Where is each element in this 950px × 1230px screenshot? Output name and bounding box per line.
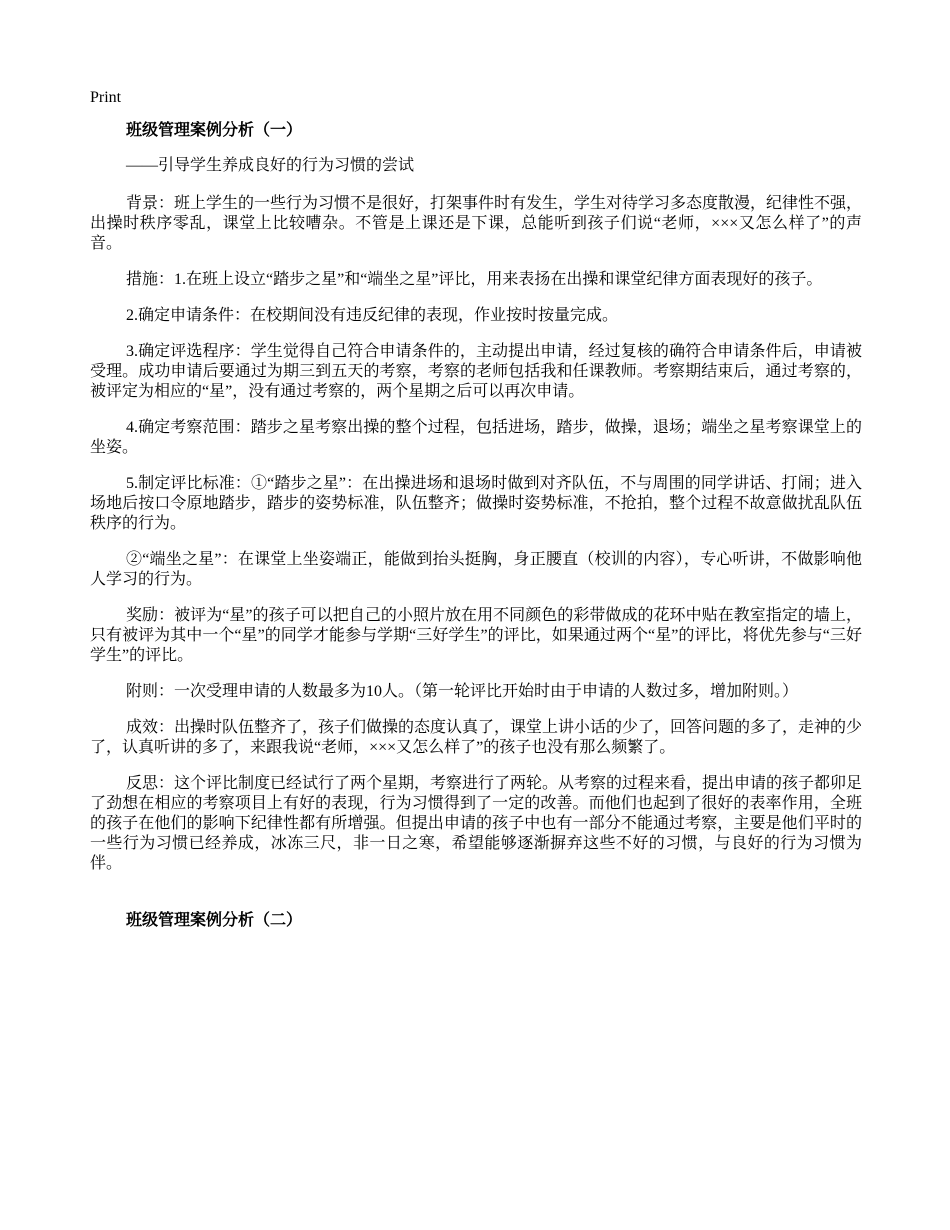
paragraph-reflection: 反思：这个评比制度已经试行了两个星期，考察进行了两轮。从考察的过程来看，提出申请的孩子都卯足了劲想在相应的考察项目上有好的表现，行为习惯得到了一定的改善。而他们也起到了很好的表率作用，全班的孩子在他们的影响下纪律性都有所增强。但提出申请的孩子中也有一部分不能通过考察，主要是他们平时的一些行为习惯已经养成，冰冻三尺，非一日之寒，希望能够逐渐摒弃这些不好的习惯，与良好的行为习惯为伴。 xyxy=(90,775,863,872)
document-page xyxy=(90,88,862,946)
paragraph-scope: 4.确定考察范围：踏步之星考察出操的整个过程，包括进场，踏步，做操，退场；端坐之星考察课堂上的坐姿。 xyxy=(90,419,862,456)
paragraph-appendix-rule: 附则：一次受理申请的人数最多为10人。（第一轮评比开始时由于申请的人数过多，增加附则。） xyxy=(126,683,799,700)
section-gap xyxy=(90,890,862,910)
paragraph-reward: 奖励：被评为“星”的孩子可以把自己的小照片放在用不同颜色的彩带做成的花环中贴在教室指定的墙上，只有被评为其中一个“星”的同学才能参与学期“三好学生”的评比，如果通过两个“星”的评比，将优先参与“三好学生”的评比。 xyxy=(90,607,862,664)
paragraph-standard-sit-star: ②“端坐之星”：在课堂上坐姿端正，能做到抬头挺胸，身正腰直（校训的内容），专心听讲，不做影响他人学习的行为。 xyxy=(90,551,862,588)
paragraph-measures: 措施：1.在班上设立“踏步之星”和“端坐之星”评比，用来表扬在出操和课堂纪律方面表现好的孩子。 xyxy=(126,271,823,288)
section-2-title: 班级管理案例分析（二） xyxy=(126,912,303,929)
section-1-subtitle: ——引导学生养成良好的行为习惯的尝试 xyxy=(126,157,415,174)
print-label: Print xyxy=(90,89,122,106)
paragraph-conditions: 2.确定申请条件：在校期间没有违反纪律的表现，作业按时按量完成。 xyxy=(126,307,619,324)
section-1-title: 班级管理案例分析（一） xyxy=(126,122,303,139)
paragraph-background: 背景：班上学生的一些行为习惯不是很好，打架事件时有发生，学生对待学习多态度散漫，纪律性不强，出操时秩序零乱，课堂上比较嘈杂。不管是上课还是下课，总能听到孩子们说“老师，×××又怎么样了”的声音。 xyxy=(90,195,863,252)
paragraph-results: 成效：出操时队伍整齐了，孩子们做操的态度认真了，课堂上讲小话的少了，回答问题的多了，走神的少了，认真听讲的多了，来跟我说“老师，×××又怎么样了”的孩子也没有那么频繁了。 xyxy=(90,719,863,756)
paragraph-standard-step-star: 5.制定评比标准：①“踏步之星”：在出操进场和退场时做到对齐队伍，不与周围的同学讲话、打闹；进入场地后按口令原地踏步，踏步的姿势标准，队伍整齐；做操时姿势标准，不抢拍，整个过程不故意做扰乱队伍秩序的行为。 xyxy=(90,475,862,532)
paragraph-procedure: 3.确定评选程序：学生觉得自己符合申请条件的，主动提出申请，经过复核的确符合申请条件后，申请被受理。成功申请后要通过为期三到五天的考察，考察的老师包括我和任课教师。考察期结束后，通过考察的，被评定为相应的“星”，没有通过考察的，两个星期之后可以再次申请。 xyxy=(90,343,862,400)
